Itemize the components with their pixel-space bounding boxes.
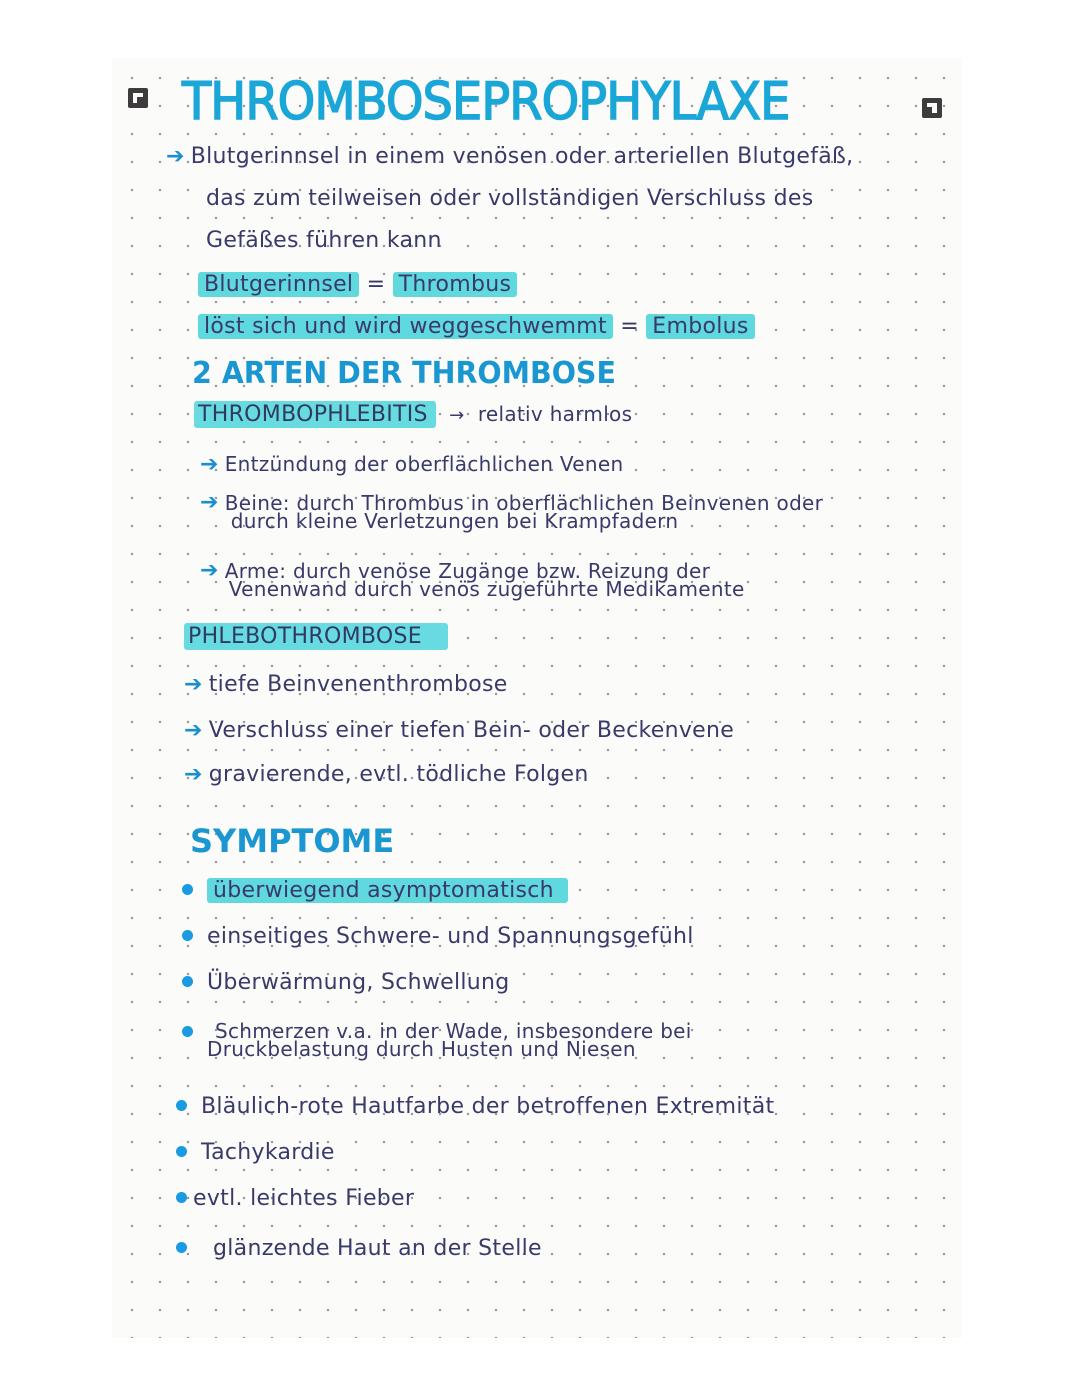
intro-line-2: das zum teilweisen oder vollständigen Verschluss des <box>206 186 814 211</box>
symptom-text: Überwärmung, Schwellung <box>207 970 510 995</box>
symptom-item <box>176 1094 774 1119</box>
thrombophlebitis-label: THROMBOPHLEBITIS <box>194 401 436 428</box>
bullet-icon <box>182 976 193 987</box>
symptom-text: einseitiges Schwere- und Spannungsgefühl <box>207 924 694 949</box>
thrombophlebitis-point-3 <box>200 558 745 601</box>
thrombophlebitis-row <box>194 402 632 427</box>
symptom-text: evtl. leichtes Fieber <box>193 1186 415 1211</box>
symptom-text: Tachykardie <box>201 1140 335 1165</box>
phlebothrombose-label: PHLEBOTHROMBOSE <box>184 623 448 650</box>
thrombophlebitis-point-2 <box>200 490 824 533</box>
symptom-item <box>176 1236 542 1261</box>
arrow-icon: ➔ <box>200 452 219 477</box>
thrombus-term: Blutgerinnsel <box>198 272 359 297</box>
symptom-item <box>182 924 694 949</box>
intro-line-3: Gefäßes führen kann <box>206 228 442 253</box>
symptom-text: überwiegend asymptomatisch <box>207 878 568 903</box>
phlebothrombose-point-2 <box>184 718 734 743</box>
point-text-line-1: Beine: durch Thrombus in oberflächlichen Beinvenen oder <box>224 491 824 515</box>
symptom-text-line-2: Druckbelastung durch Husten und Niesen <box>207 1037 636 1061</box>
bullet-icon <box>182 884 193 895</box>
equals-sign: = <box>620 314 639 339</box>
symptom-item <box>176 1186 414 1211</box>
bullet-icon <box>182 930 193 941</box>
thrombus-value: Thrombus <box>393 272 518 297</box>
bullet-icon <box>176 1146 187 1157</box>
bullet-icon <box>176 1100 187 1111</box>
arrow-icon: ➔ <box>184 672 203 697</box>
arrow-icon: ➔ <box>184 762 203 787</box>
symptom-item <box>182 1019 692 1061</box>
point-text-line-2: durch kleine Verletzungen bei Krampfadern <box>230 509 679 533</box>
embolus-term: löst sich und wird weggeschwemmt <box>198 314 613 339</box>
intro-line-1 <box>166 144 853 169</box>
types-heading: 2 ARTEN DER THROMBOSE <box>192 356 616 391</box>
page-title: THROMBOSEPROPHYLAXE <box>182 72 790 132</box>
arrow-icon: ➔ <box>200 558 219 583</box>
point-text: tiefe Beinvenenthrombose <box>208 672 508 697</box>
bullet-icon <box>182 1026 193 1037</box>
arrow-icon: ➔ <box>184 718 203 743</box>
point-text: Verschluss einer tiefen Bein- oder Beckenvene <box>208 718 735 743</box>
embolus-value: Embolus <box>646 314 754 339</box>
embolus-definition <box>198 314 755 339</box>
corner-marker-icon-left <box>128 88 148 108</box>
point-text-line-1: Arme: durch venöse Zugänge bzw. Reizung der <box>224 559 711 583</box>
point-text: Entzündung der oberflächlichen Venen <box>224 452 624 476</box>
symptom-text: glänzende Haut an der Stelle <box>213 1236 542 1261</box>
thrombus-definition <box>198 272 517 297</box>
arrow-icon: ➔ <box>166 144 185 169</box>
phlebothrombose-point-1 <box>184 672 508 697</box>
symptom-text-line-1: Schmerzen v.a. in der Wade, insbesondere bei <box>215 1019 692 1043</box>
intro-text-1: Blutgerinnsel in einem venösen oder arteriellen Blutgefäß, <box>190 144 854 169</box>
symptom-text: Bläulich-rote Hautfarbe der betroffenen Extremität <box>201 1094 775 1119</box>
symptom-item <box>176 1140 335 1165</box>
symptom-item <box>182 970 510 995</box>
equals-sign: = <box>366 272 386 297</box>
thrombophlebitis-point-1 <box>200 452 623 477</box>
symptom-item <box>182 878 568 903</box>
arrow-icon: ➔ <box>200 490 219 515</box>
phlebothrombose-point-3 <box>184 762 589 787</box>
thrombophlebitis-note: relativ harmlos <box>477 402 633 426</box>
symptoms-heading: SYMPTOME <box>190 822 395 860</box>
phlebothrombose-row <box>184 624 448 649</box>
corner-marker-icon-right <box>922 98 942 118</box>
small-arrow-icon: → <box>449 405 465 426</box>
point-text-line-2: Venenwand durch venös zugeführte Medikamente <box>228 577 745 601</box>
bullet-icon <box>176 1192 187 1203</box>
bullet-icon <box>176 1242 187 1253</box>
point-text: gravierende, evtl. tödliche Folgen <box>208 762 589 787</box>
